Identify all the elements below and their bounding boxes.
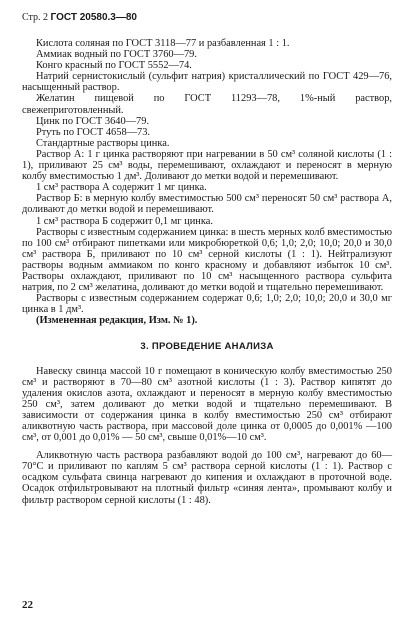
reagent-item: Цинк по ГОСТ 3640—79. [36, 115, 150, 127]
standard-code: ГОСТ 20580.3—80 [50, 12, 137, 23]
reagent-item: Конго красный по ГОСТ 5552—74. [36, 60, 192, 72]
section-title: 3. ПРОВЕДЕНИЕ АНАЛИЗА [140, 341, 274, 353]
page-header-prefix: Стр. 2 [22, 12, 49, 23]
page-number: 22 [22, 599, 33, 611]
analysis-paragraph-1: Навеску свинца массой 10 г помещают в коническую колбу вместимостью 250 см³ и растворяют в 70—80 см³ азотной кислоты (1 : 3). Раствор кипятят до удаления окислов азота, охлаждают и переносят в мерную колбу вместимостью 250 см³, затем доливают до метки водой и тщательно перемешивают. В зависимости от содержания цинка в колбу вместимостью 250 см³ отбирают аликвотную часть раствора, при массовой доле цинка от 0,0005 до 0,001% —100 см³, от 0,001 до 0,01% — 50 см³, свыше 0,01%—10 см³. [22, 365, 392, 444]
reagent-item: Аммиак водный по ГОСТ 3760—79. [36, 49, 197, 61]
solution-a-paragraph: Раствор А: 1 г цинка растворяют при нагревании в 50 см³ соляной кислоты (1 : 1), приливают 25 см³ воды, перемешивают, охлаждают и переносят в мерную колбу вместимостью 1 дм³. Доливают до метки водой и перемешивают. [22, 148, 392, 183]
solution-b-paragraph: Раствор Б: в мерную колбу вместимостью 500 см³ переносят 50 см³ раствора А, доливают до метки водой и перемешивают. [22, 193, 392, 216]
reagent-item: Ртуть по ГОСТ 4658—73. [36, 126, 151, 138]
known-solutions-contents: Растворы с известным содержанием содержат 0,6; 1,0; 2,0; 10,0; 20,0 и 30,0 мг цинка в 1 дм³. [22, 293, 392, 316]
reagent-item: Стандартные растворы цинка. [36, 137, 170, 149]
analysis-paragraph-2: Аликвотную часть раствора разбавляют водой до 100 см³, нагревают до 60—70°С и приливают по каплям 5 см³ раствора серной кислоты (1 : 1). Раствор с осадком сульфата свинца нагревают до кипения и охлаждают в проточной воде. Осадок отфильтровывают на плотный фильтр «синяя лента», промывают колбу и фильтр раствором серной кислоты (1 : 48). [22, 450, 392, 506]
revision-note: (Измененная редакция, Изм. № 1). [36, 315, 198, 327]
reagent-item: Желатин пищевой по ГОСТ 11293—78, 1%-ный раствор, свежеприготовленный. [22, 93, 392, 116]
solution-a-note: 1 см³ раствора А содержит 1 мг цинка. [36, 182, 207, 194]
solution-b-note: 1 см³ раствора Б содержит 0,1 мг цинка. [36, 215, 213, 227]
document-page [22, 12, 392, 506]
reagent-item: Натрий сернистокислый (сульфит натрия) кристаллический по ГОСТ 429—76, насыщенный раствор. [22, 71, 392, 94]
reagent-item: Кислота соляная по ГОСТ 3118—77 и разбавленная 1 : 1. [36, 38, 290, 49]
page-header [22, 12, 392, 24]
known-solutions-paragraph: Растворы с известным содержанием цинка: в шесть мерных колб вместимостью по 100 см³ отбирают пипетками или микробюреткой 0,6; 1,0; 2,0; 10,0; 20,0 и 30,0 см³ раствора Б, приливают по 10 см³ серной кислоты (1 : 1). Нейтрализуют растворы водным аммиаком по конго красному и добавляют избыток 10 см³. Растворы охлаждают, приливают по 10 см³ насыщенного раствора сульфита натрия, по 2 см³ желатина, доливают до метки водой и тщательно перемешивают. [22, 226, 392, 294]
